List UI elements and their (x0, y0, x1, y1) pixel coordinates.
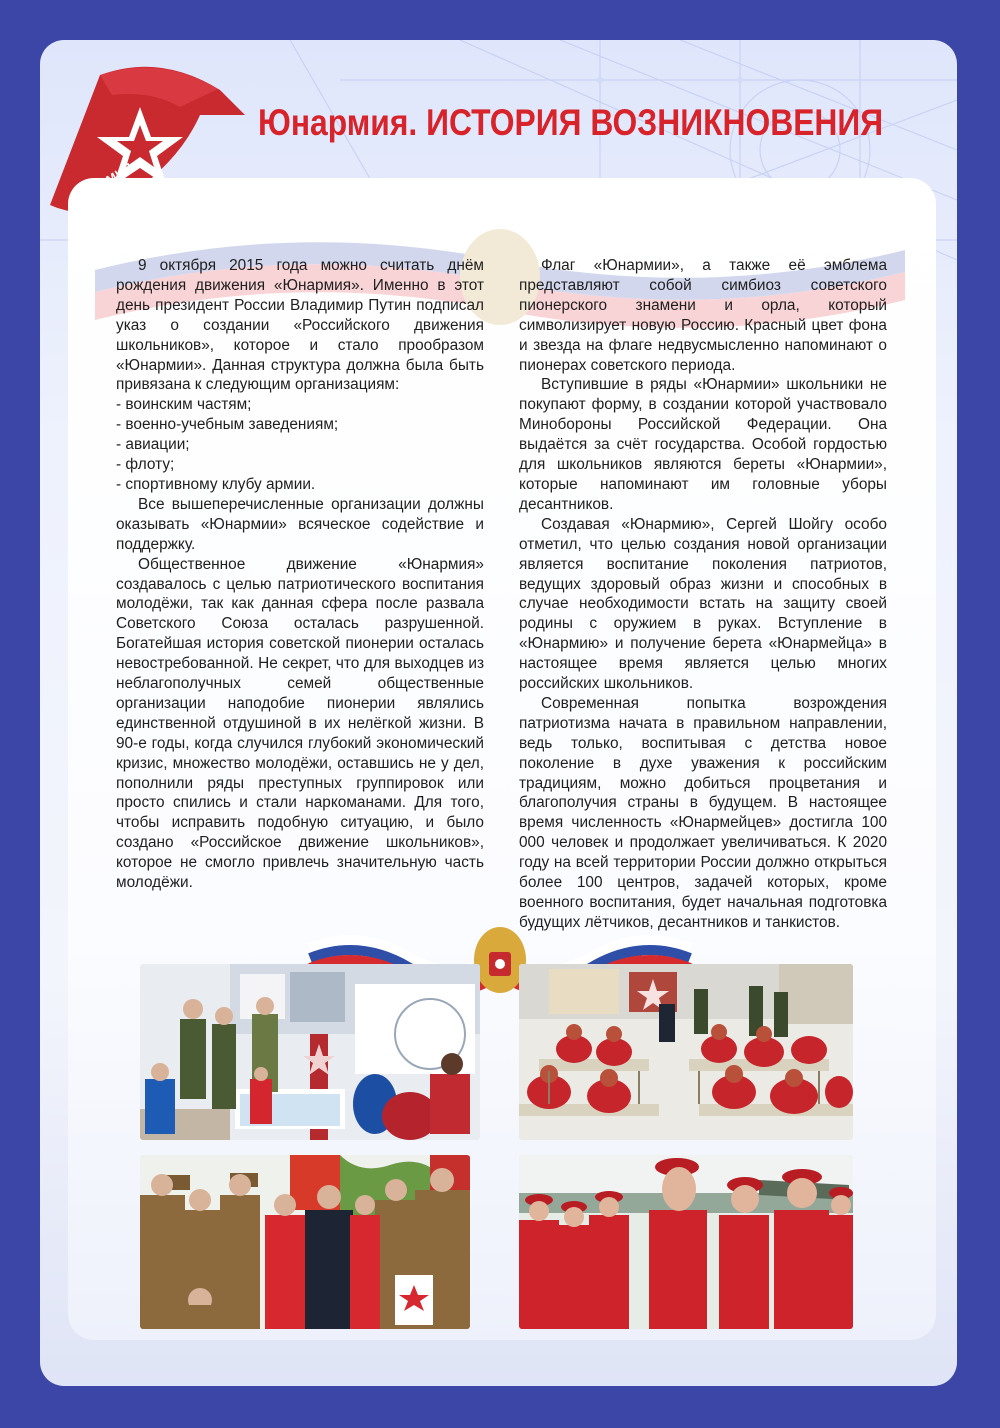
list-item: - воинским частям; (116, 396, 252, 414)
paragraph: Создавая «Юнармию», Сергей Шойгу особо отметил, что целью создания новой организации является воспитание поколения патриотов, ведущих здоровый образ жизни и способных в случае необходимости встать на защиту своей родины с оружием в руках. Вступление в «Юнармию» и получение берета «Юнармейца» в настоящее время является целью многих российских школьников. (519, 515, 887, 693)
paragraph: 9 октября 2015 года можно считать днём рождения движения «Юнармия». Именно в этот день президент России Владимир Путин подписал указ о создании «Российского движения школьников», которое и стало прообразом «Юнармии». Данная структура должна была быть привязана к следующим организациям: (116, 257, 484, 394)
photo-classroom-lesson (519, 964, 853, 1140)
paragraph: Все вышеперечисленные организации должны оказывать «Юнармии» всяческое содействие и поддержку. (116, 495, 484, 553)
paragraph: Общественное движение «Юнармия» создавалось с целью патриотического воспитания молодёжи, так как данная сфера после развала Советского Союза осталась разрушенной. Богатейшая история советской пионерии осталась невостребованной. Не секрет, что для выходцев из неблагополучных семей общественные организации наподобие пионерии являлись единственной отдушиной в их нелёгкой жизни. В 90-е годы, когда случился глубокий экономический кризис, множество молодёжи, оставшись не у дел, пополнили ряды преступных группировок или просто спились и стали наркоманами. Для того, чтобы исправить подобную ситуацию, и было создано «Российское движение школьников», которое не смогло привлечь значительную часть молодёжи. (116, 555, 484, 892)
photo-parade-formation (519, 1155, 853, 1329)
article-right-column (519, 256, 887, 933)
list-item: - авиации; (116, 436, 190, 454)
list-item: - спортивному клубу армии. (116, 475, 316, 493)
photo-group-with-governor (140, 1155, 470, 1329)
list-item: - флоту; (116, 456, 175, 474)
photo-exhibition-visit (140, 964, 480, 1140)
paragraph: Флаг «Юнармии», а также её эмблема представляют собой симбиоз советского пионерского знамени и орла, который символизирует новую Россию. Красный цвет фона и звезда на флаге недвусмысленно напоминают о пионерах советского периода. (519, 257, 887, 374)
article-left-column (116, 256, 484, 893)
list-item: - военно-учебным заведениям; (116, 416, 339, 434)
page-title: Юнармия. ИСТОРИЯ ВОЗНИКНОВЕНИЯ (258, 102, 884, 143)
paragraph: Вступившие в ряды «Юнармии» школьники не покупают форму, в создании которой участвовало Минобороны Российской Федерации. Она выдаётся за счёт государства. Особой гордостью для школьников являются береты «Юнармии», которые напоминают им головные уборы десантников. (519, 376, 887, 513)
paragraph: Современная попытка возрождения патриотизма начата в правильном направлении, ведь только, воспитывая с детства новое поколение в духе уважения к российским традициям, можно добиться процветания и благополучия страны в будущем. В настоящее время численность «Юнармейцев» достигла 100 000 человек и продолжает увеличиваться. К 2020 году на всей территории России должно открыться более 100 центров, задачей которых, кроме военного воспитания, будет начальная подготовка будущих лётчиков, десантников и танкистов. (519, 694, 887, 931)
